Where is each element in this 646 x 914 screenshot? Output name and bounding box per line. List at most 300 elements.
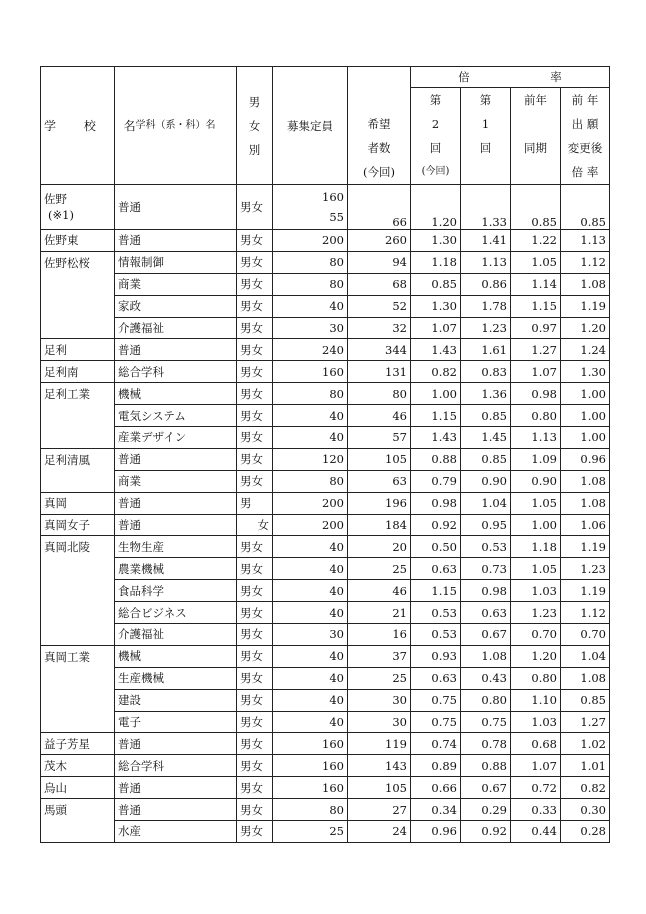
ratio-round2-cell: 0.74 (411, 733, 461, 755)
capacity-value: 160 (322, 190, 344, 204)
gender-cell: 男女 (237, 667, 273, 689)
capacity-cell: 40 (273, 558, 348, 580)
gender-cell: 男女 (237, 230, 273, 252)
dept-cell: 総合学科 (115, 361, 237, 383)
gender-cell: 男女 (237, 689, 273, 711)
school-cell (41, 470, 115, 492)
dept-cell: 普通 (115, 230, 237, 252)
applicants-cell: 52 (348, 295, 411, 317)
ratio-prev-cell: 1.14 (511, 273, 561, 295)
applicants-cell: 63 (348, 470, 411, 492)
ratio-prev-cell: 1.10 (511, 689, 561, 711)
ratio-round1-cell: 1.36 (461, 383, 511, 405)
gender-cell: 男女 (237, 558, 273, 580)
table-row (41, 536, 610, 558)
capacity-cell: 40 (273, 602, 348, 624)
header-round2-line: 2 (431, 117, 440, 131)
applicants-cell: 21 (348, 602, 411, 624)
dept-cell: 電気システム (115, 405, 237, 427)
applicants-cell: 196 (348, 492, 411, 514)
ratio-round1-cell: 0.63 (461, 602, 511, 624)
ratio-round1-cell: 0.98 (461, 580, 511, 602)
ratio-prev-cell: 1.23 (511, 602, 561, 624)
table-row (41, 624, 610, 646)
header-prev-after-line: 倍 率 (571, 165, 599, 179)
dept-cell: 普通 (115, 514, 237, 536)
school-cell: 真岡工業 (41, 645, 115, 667)
dept-cell: 生物生産 (115, 536, 237, 558)
applicants-cell: 94 (348, 251, 411, 273)
ratio-prev-cell: 0.98 (511, 383, 561, 405)
header-school: 学 校 名 (41, 67, 115, 185)
gender-cell: 男女 (237, 185, 273, 230)
school-cell (41, 667, 115, 689)
applicants-cell: 32 (348, 317, 411, 339)
school-cell: 足利 (41, 339, 115, 361)
ratio-prev-after-cell: 1.23 (561, 558, 610, 580)
capacity-cell: 40 (273, 427, 348, 449)
ratio-prev-after-cell: 1.04 (561, 645, 610, 667)
gender-cell: 男女 (237, 317, 273, 339)
dept-cell: 建設 (115, 689, 237, 711)
applicants-cell: 30 (348, 689, 411, 711)
ratio-round2-cell: 1.20 (411, 185, 461, 230)
capacity-cell: 120 (273, 448, 348, 470)
gender-cell: 男女 (237, 777, 273, 799)
dept-cell: 産業デザイン (115, 427, 237, 449)
ratio-prev-after-cell: 1.01 (561, 755, 610, 777)
table-row (41, 361, 610, 383)
capacity-cell: 160 (273, 733, 348, 755)
ratio-round2-cell: 0.89 (411, 755, 461, 777)
capacity-cell: 160 (273, 361, 348, 383)
table-row (41, 689, 610, 711)
table-row (41, 251, 610, 273)
ratio-round2-cell: 1.43 (411, 339, 461, 361)
ratio-round2-cell: 0.34 (411, 799, 461, 821)
dept-cell: 機械 (115, 645, 237, 667)
dept-cell: 商業 (115, 470, 237, 492)
ratio-prev-after-cell: 1.00 (561, 383, 610, 405)
ratio-prev-after-cell: 1.20 (561, 317, 610, 339)
ratio-round1-cell: 0.86 (461, 273, 511, 295)
applicants-cell: 46 (348, 580, 411, 602)
dept-cell: 食品科学 (115, 580, 237, 602)
ratio-prev-after-cell: 0.85 (561, 689, 610, 711)
gender-cell: 男女 (237, 580, 273, 602)
ratio-prev-cell: 0.70 (511, 624, 561, 646)
table-row (41, 230, 610, 252)
header-ratio-group: 倍 率 (411, 67, 610, 88)
ratio-round1-cell: 0.85 (461, 448, 511, 470)
ratio-round2-cell: 0.53 (411, 602, 461, 624)
header-round2-line: 回 (429, 141, 442, 155)
applicants-cell: 37 (348, 645, 411, 667)
header-prev-after-line: 出 願 (571, 117, 599, 131)
ratio-round2-cell: 0.92 (411, 514, 461, 536)
gender-cell: 男女 (237, 470, 273, 492)
applicants-cell: 184 (348, 514, 411, 536)
ratio-prev-after-cell: 1.12 (561, 251, 610, 273)
ratio-prev-cell: 0.80 (511, 667, 561, 689)
header-round2 (411, 88, 461, 185)
table-row (41, 405, 610, 427)
applicants-cell: 46 (348, 405, 411, 427)
ratio-prev-cell: 0.72 (511, 777, 561, 799)
gender-cell: 女 (237, 514, 273, 536)
gender-cell: 男女 (237, 536, 273, 558)
dept-cell: 介護福祉 (115, 317, 237, 339)
school-name: 佐野 (44, 192, 67, 206)
dept-cell: 普通 (115, 448, 237, 470)
applicants-cell: 119 (348, 733, 411, 755)
applicants-cell: 80 (348, 383, 411, 405)
ratio-round1-cell: 1.23 (461, 317, 511, 339)
capacity-cell: 80 (273, 383, 348, 405)
table-row (41, 777, 610, 799)
table-row (41, 580, 610, 602)
table-row (41, 799, 610, 821)
capacity-cell: 40 (273, 405, 348, 427)
ratio-round1-cell: 1.04 (461, 492, 511, 514)
gender-cell: 男女 (237, 295, 273, 317)
school-cell: 茂木 (41, 755, 115, 777)
ratio-round2-cell: 0.66 (411, 777, 461, 799)
ratio-prev-cell: 1.20 (511, 645, 561, 667)
ratio-prev-after-cell: 1.08 (561, 492, 610, 514)
ratio-prev-after-cell: 1.08 (561, 273, 610, 295)
ratio-round1-cell: 0.83 (461, 361, 511, 383)
applicants-cell: 25 (348, 667, 411, 689)
ratio-round2-cell: 1.43 (411, 427, 461, 449)
table-row (41, 339, 610, 361)
ratio-round2-cell: 1.30 (411, 295, 461, 317)
applicants-cell: 16 (348, 624, 411, 646)
ratio-prev-after-cell: 0.96 (561, 448, 610, 470)
ratio-prev-cell: 1.09 (511, 448, 561, 470)
ratio-round1-cell: 0.80 (461, 689, 511, 711)
gender-cell: 男女 (237, 645, 273, 667)
table-row (41, 448, 610, 470)
ratio-prev-cell: 1.18 (511, 536, 561, 558)
ratio-prev-after-cell: 1.08 (561, 667, 610, 689)
ratio-prev-cell: 1.05 (511, 251, 561, 273)
capacity-cell: 40 (273, 689, 348, 711)
gender-cell: 男女 (237, 799, 273, 821)
header-prev-after (561, 88, 610, 185)
gender-cell: 男女 (237, 602, 273, 624)
school-cell: 足利南 (41, 361, 115, 383)
ratio-round1-cell: 0.29 (461, 799, 511, 821)
gender-cell: 男女 (237, 427, 273, 449)
ratio-prev-after-cell: 1.02 (561, 733, 610, 755)
capacity-cell: 40 (273, 645, 348, 667)
ratio-prev-cell: 1.03 (511, 580, 561, 602)
dept-cell: 家政 (115, 295, 237, 317)
table-row (41, 317, 610, 339)
header-prev-line: 同期 (524, 141, 547, 155)
gender-cell: 男女 (237, 405, 273, 427)
capacity-cell: 30 (273, 624, 348, 646)
school-cell (41, 427, 115, 449)
school-cell: 佐野東 (41, 230, 115, 252)
capacity-cell: 160 (273, 755, 348, 777)
ratio-prev-after-cell: 1.27 (561, 711, 610, 733)
ratio-round1-cell: 0.73 (461, 558, 511, 580)
table-row (41, 667, 610, 689)
capacity-cell: 40 (273, 667, 348, 689)
school-cell (41, 602, 115, 624)
gender-cell: 男女 (237, 383, 273, 405)
ratio-round1-cell: 0.90 (461, 470, 511, 492)
ratio-round2-cell: 0.93 (411, 645, 461, 667)
ratio-round1-cell: 0.43 (461, 667, 511, 689)
table-row (41, 821, 610, 843)
school-cell: 足利清風 (41, 448, 115, 470)
table-row (41, 755, 610, 777)
header-applicants-line: (今回) (363, 165, 395, 179)
applicants-cell: 105 (348, 448, 411, 470)
school-cell: 烏山 (41, 777, 115, 799)
ratio-prev-cell: 0.90 (511, 470, 561, 492)
ratio-round1-cell: 1.61 (461, 339, 511, 361)
ratio-round1-cell: 0.88 (461, 755, 511, 777)
header-round2-line: 第 (429, 93, 442, 107)
applicants-cell: 20 (348, 536, 411, 558)
ratio-prev-after-cell: 1.19 (561, 536, 610, 558)
gender-cell: 男女 (237, 251, 273, 273)
header-applicants (348, 67, 411, 185)
ratio-prev-cell: 0.68 (511, 733, 561, 755)
school-cell (41, 185, 115, 230)
ratio-round2-cell: 0.96 (411, 821, 461, 843)
ratio-round1-cell: 1.41 (461, 230, 511, 252)
school-cell: 真岡女子 (41, 514, 115, 536)
ratio-round2-cell: 0.75 (411, 689, 461, 711)
school-cell (41, 405, 115, 427)
capacity-cell: 40 (273, 580, 348, 602)
ratio-prev-cell: 1.05 (511, 492, 561, 514)
school-cell: 真岡 (41, 492, 115, 514)
ratio-round2-cell: 0.50 (411, 536, 461, 558)
school-cell (41, 689, 115, 711)
ratio-round1-cell: 0.78 (461, 733, 511, 755)
school-cell (41, 273, 115, 295)
applicants-cell: 57 (348, 427, 411, 449)
capacity-cell: 240 (273, 339, 348, 361)
capacity-cell: 200 (273, 492, 348, 514)
ratio-round2-cell: 1.00 (411, 383, 461, 405)
capacity-cell: 25 (273, 821, 348, 843)
ratio-prev-cell: 1.13 (511, 427, 561, 449)
dept-cell: 水産 (115, 821, 237, 843)
applicants-cell: 30 (348, 711, 411, 733)
ratio-prev-after-cell: 0.70 (561, 624, 610, 646)
ratio-round1-cell: 1.45 (461, 427, 511, 449)
table-row (41, 383, 610, 405)
capacity-cell: 30 (273, 317, 348, 339)
ratio-prev-cell: 0.97 (511, 317, 561, 339)
table-row (41, 273, 610, 295)
ratio-round1-cell: 1.33 (461, 185, 511, 230)
ratio-prev-cell: 1.27 (511, 339, 561, 361)
ratio-prev-after-cell: 1.30 (561, 361, 610, 383)
ratio-prev-after-cell: 1.13 (561, 230, 610, 252)
applicants-cell: 260 (348, 230, 411, 252)
school-cell (41, 624, 115, 646)
ratio-round1-cell: 0.67 (461, 777, 511, 799)
capacity-cell (273, 185, 348, 230)
ratio-round2-cell: 1.07 (411, 317, 461, 339)
ratio-prev-cell: 0.33 (511, 799, 561, 821)
ratio-prev-cell: 1.15 (511, 295, 561, 317)
school-cell: 馬頭 (41, 799, 115, 821)
ratio-prev-after-cell: 0.28 (561, 821, 610, 843)
header-prev (511, 88, 561, 185)
table-row (41, 470, 610, 492)
applicants-cell: 24 (348, 821, 411, 843)
ratio-round2-cell: 1.15 (411, 580, 461, 602)
admission-ratio-table (40, 66, 610, 843)
dept-cell: 普通 (115, 185, 237, 230)
ratio-round2-cell: 0.63 (411, 558, 461, 580)
header-round1 (461, 88, 511, 185)
gender-cell: 男女 (237, 361, 273, 383)
header-applicants-line: 者数 (367, 141, 391, 155)
gender-cell: 男女 (237, 448, 273, 470)
table-row (41, 558, 610, 580)
ratio-prev-after-cell: 1.00 (561, 405, 610, 427)
table-row (41, 295, 610, 317)
ratio-prev-after-cell: 1.00 (561, 427, 610, 449)
gender-cell: 男 (237, 492, 273, 514)
school-cell (41, 821, 115, 843)
table-row (41, 602, 610, 624)
school-cell (41, 580, 115, 602)
table-row (41, 427, 610, 449)
table-row (41, 514, 610, 536)
ratio-round2-cell: 0.85 (411, 273, 461, 295)
school-note: (※1) (48, 208, 74, 222)
ratio-round1-cell: 1.13 (461, 251, 511, 273)
ratio-round2-cell: 1.15 (411, 405, 461, 427)
capacity-cell: 80 (273, 251, 348, 273)
ratio-round1-cell: 0.92 (461, 821, 511, 843)
table-row (41, 733, 610, 755)
gender-cell: 男女 (237, 755, 273, 777)
ratio-prev-after-cell: 0.30 (561, 799, 610, 821)
header-gender-line: 男 (248, 94, 261, 109)
ratio-round2-cell: 0.82 (411, 361, 461, 383)
dept-cell: 総合学科 (115, 755, 237, 777)
header-applicants-line: 希望 (367, 117, 391, 131)
capacity-cell: 40 (273, 536, 348, 558)
header-capacity: 募集定員 (273, 67, 348, 185)
dept-cell: 商業 (115, 273, 237, 295)
ratio-prev-after-cell: 1.24 (561, 339, 610, 361)
capacity-cell: 80 (273, 273, 348, 295)
dept-cell: 機械 (115, 383, 237, 405)
ratio-round2-cell: 0.88 (411, 448, 461, 470)
ratio-round1-cell: 0.85 (461, 405, 511, 427)
header-prev-after-line: 前 年 (571, 93, 599, 107)
applicants-cell: 131 (348, 361, 411, 383)
gender-cell: 男女 (237, 711, 273, 733)
ratio-prev-cell: 0.85 (511, 185, 561, 230)
dept-cell: 普通 (115, 733, 237, 755)
ratio-prev-cell: 0.80 (511, 405, 561, 427)
dept-cell: 介護福祉 (115, 624, 237, 646)
school-cell (41, 558, 115, 580)
ratio-prev-cell: 1.22 (511, 230, 561, 252)
applicants-cell: 143 (348, 755, 411, 777)
ratio-prev-after-cell: 1.08 (561, 470, 610, 492)
school-cell (41, 295, 115, 317)
header-gender-line: 女 (248, 118, 261, 133)
header-gender (237, 67, 273, 185)
capacity-cell: 40 (273, 711, 348, 733)
ratio-round1-cell: 1.08 (461, 645, 511, 667)
ratio-prev-cell: 0.44 (511, 821, 561, 843)
table-row (41, 492, 610, 514)
dept-cell: 情報制御 (115, 251, 237, 273)
ratio-prev-after-cell: 1.06 (561, 514, 610, 536)
table-row (41, 645, 610, 667)
header-round1-line: 回 (479, 141, 492, 155)
school-cell: 佐野松桜 (41, 251, 115, 273)
ratio-prev-cell: 1.05 (511, 558, 561, 580)
school-cell (41, 711, 115, 733)
capacity-cell: 80 (273, 799, 348, 821)
applicants-cell: 68 (348, 273, 411, 295)
dept-cell: 総合ビジネス (115, 602, 237, 624)
capacity-cell: 40 (273, 295, 348, 317)
ratio-round1-cell: 0.95 (461, 514, 511, 536)
ratio-prev-after-cell: 1.12 (561, 602, 610, 624)
dept-cell: 普通 (115, 799, 237, 821)
ratio-round1-cell: 0.53 (461, 536, 511, 558)
capacity-cell: 80 (273, 470, 348, 492)
school-cell: 益子芳星 (41, 733, 115, 755)
ratio-prev-after-cell: 1.19 (561, 580, 610, 602)
table-row (41, 711, 610, 733)
ratio-round1-cell: 0.75 (461, 711, 511, 733)
ratio-prev-after-cell: 0.85 (561, 185, 610, 230)
ratio-round2-cell: 1.30 (411, 230, 461, 252)
applicants-cell: 27 (348, 799, 411, 821)
gender-cell: 男女 (237, 624, 273, 646)
ratio-prev-cell: 1.07 (511, 755, 561, 777)
table-row (41, 185, 610, 230)
ratio-prev-cell: 1.07 (511, 361, 561, 383)
school-cell: 足利工業 (41, 383, 115, 405)
ratio-round2-cell: 0.79 (411, 470, 461, 492)
gender-cell: 男女 (237, 733, 273, 755)
ratio-round2-cell: 0.63 (411, 667, 461, 689)
header-prev-line: 前年 (524, 93, 547, 107)
header-round1-line: 第 (479, 93, 492, 107)
applicants-cell: 105 (348, 777, 411, 799)
applicants-cell: 25 (348, 558, 411, 580)
dept-cell: 普通 (115, 777, 237, 799)
ratio-round1-cell: 1.78 (461, 295, 511, 317)
ratio-round2-cell: 0.53 (411, 624, 461, 646)
capacity-value: 55 (329, 210, 344, 224)
applicants-cell: 344 (348, 339, 411, 361)
ratio-round2-cell: 0.75 (411, 711, 461, 733)
dept-cell: 普通 (115, 339, 237, 361)
capacity-cell: 200 (273, 230, 348, 252)
